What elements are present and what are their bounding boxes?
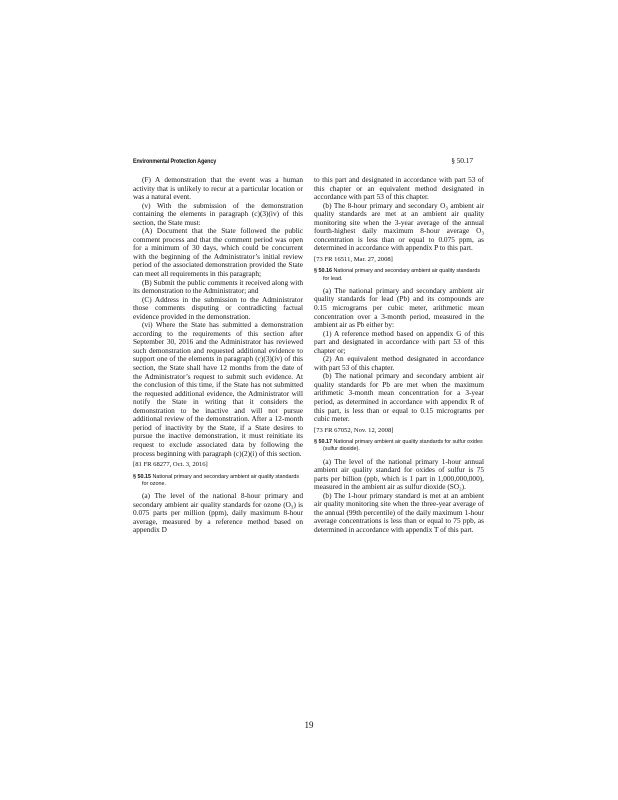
paragraph: (a) The national primary and secondary ambient air quality standards for lead (Pb) and its compounds are 0.15 micrograms per cubic meter, arithmetic mean concentration over a 3-month period, measured in the ambient air as Pb either by: bbox=[314, 285, 484, 330]
section-number: § 50.17 bbox=[314, 439, 332, 446]
header-section: § 50.17 bbox=[451, 156, 473, 165]
paragraph: (b) The 1-hour primary standard is met at an ambient air quality monitoring site when the three-year average of the annual (99th percentile) of the daily maximum 1-hour average concentrations is less than or equal to 75 ppb, as determined in accordance with appendix T of this part. bbox=[314, 490, 484, 534]
section-number: § 50.15 bbox=[133, 473, 151, 480]
section-heading-50-17 bbox=[314, 439, 484, 453]
section-title: National primary and secondary ambient air quality standards for lead. bbox=[323, 268, 481, 282]
paragraph: (1) A reference method based on appendix G of this part and designated in accordance with part 53 of this chapter or; bbox=[314, 328, 484, 355]
section-number: § 50.16 bbox=[314, 268, 332, 275]
section-heading-50-15 bbox=[133, 474, 303, 488]
running-header bbox=[133, 156, 473, 165]
citation: [73 FR 67052, Nov. 12, 2008] bbox=[314, 426, 394, 434]
paragraph: (b) The national primary and secondary ambient air quality standards for Pb are met when the maximum arithmetic 3-month mean concentration for a 3-year period, as determined in accordance with appendix R of this part, is less than or equal to 0.15 micrograms per cubic meter. bbox=[314, 371, 484, 424]
paragraph: (a) The level of the national primary 1-hour annual ambient air quality standard for oxides of sulfur is 75 parts per billion (ppb, which is 1 part in 1,000,000,000), measured in the ambient air as sulfur dioxide (SO₂). bbox=[314, 456, 484, 492]
citation: [73 FR 16511, Mar. 27, 2008] bbox=[314, 255, 393, 263]
section-title: National primary and secondary ambient air quality standards for ozone. bbox=[142, 473, 300, 487]
right-column bbox=[314, 176, 484, 535]
section-title: National primary ambient air quality standards for sulfur oxides (sulfur dioxide). bbox=[323, 439, 483, 453]
left-column bbox=[133, 176, 303, 535]
paragraph: (2) An equivalent method designated in accordance with part 53 of this chapter. bbox=[314, 354, 484, 372]
paragraph: (b) The 8-hour primary and secondary O₃ ambient air quality standards are met at an ambient air quality monitoring site when the 3-year average of the annual fourth-highest daily maximum 8-hour average O₃ concentration is less than or equal to 0.075 ppm, as determined in accordance with appendix P to this part. bbox=[314, 200, 484, 253]
paragraph: (B) Submit the public comments it received along with its demonstration to the Administrator; and bbox=[133, 277, 303, 296]
citation: [81 FR 68277, Oct. 3, 2016] bbox=[133, 461, 208, 469]
header-agency: Environmental Protection Agency bbox=[133, 158, 217, 165]
paragraph: (C) Address in the submission to the Administrator those comments disputing or contradicting factual evidence provided in the demonstration. bbox=[133, 294, 303, 321]
section-heading-50-16 bbox=[314, 268, 484, 282]
paragraph: (A) Document that the State followed the public comment process and that the comment period was open for a minimum of 30 days, which could be concurrent with the beginning of the Administrator’s initial review period of the associated demonstration provided the State can meet all requirements in this paragraph; bbox=[133, 226, 303, 279]
page-number: 19 bbox=[304, 720, 314, 730]
paragraph: to this part and designated in accordance with part 53 of this chapter or an equivalent method designated in accordance with part 53 of this chapter. bbox=[314, 175, 484, 202]
paragraph: (v) With the submission of the demonstration containing the elements in paragraph (c)(3)(iv) of this section, the State must: bbox=[133, 200, 303, 227]
paragraph: (F) A demonstration that the event was a human activity that is unlikely to recur at a particular location or was a natural event. bbox=[133, 175, 303, 202]
paragraph: (a) The level of the national 8-hour primary and secondary ambient air quality standards for ozone (O₃) is 0.075 parts per million (ppm), daily maximum 8-hour average, measured by a reference method based on appendix D bbox=[133, 491, 303, 535]
paragraph: (vi) Where the State has submitted a demonstration according to the requirements of this section after September 30, 2016 and the Administrator has reviewed such demonstration and requested additional evidence to support one of the elements in paragraph (c)(3)(iv) of this section, the State shall have 12 months from the date of the Administrator’s request to submit such evidence. At the conclusion of this time, if the State has not submitted the requested additional evidence, the Administrator will notify the State in writing that it considers the demonstration to be inactive and will not pursue additional review of the demonstration. After a 12-month period of inactivity by the State, if a State desires to pursue the inactive demonstration, it must reinitiate its request to exclude associated data by following the process beginning with paragraph (c)(2)(i) of this section. bbox=[133, 320, 303, 458]
